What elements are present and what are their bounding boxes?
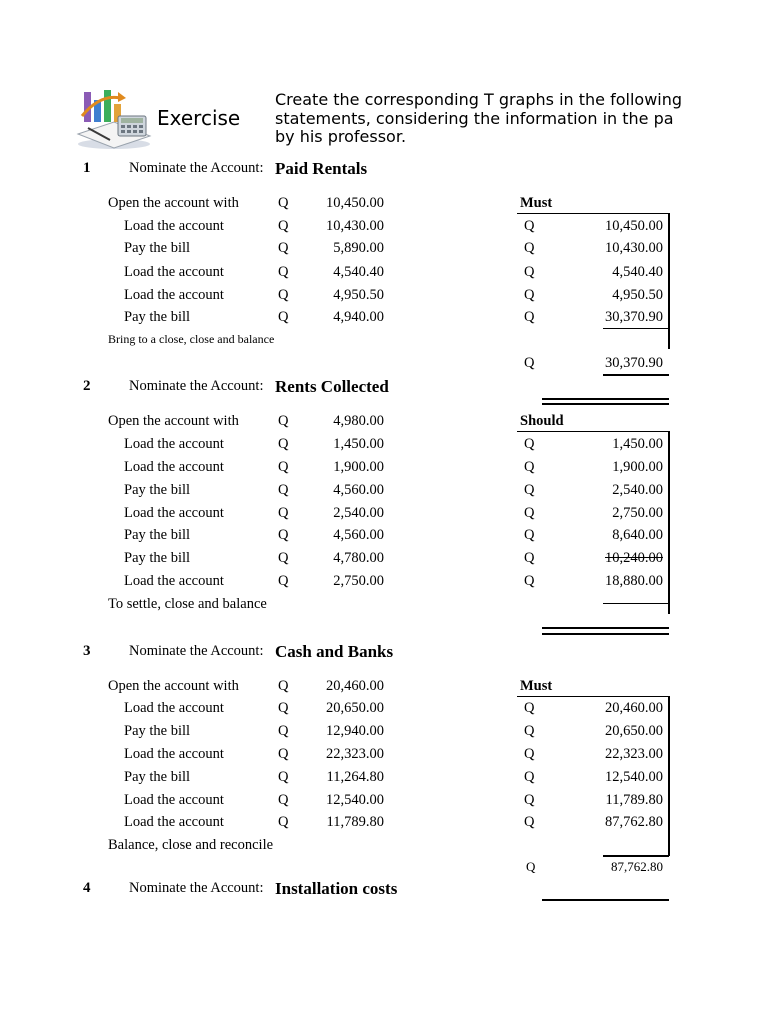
t-subtotal-line: [603, 603, 669, 604]
t-currency: Q: [524, 355, 535, 371]
t-vertical-line: [668, 431, 670, 614]
t-amount: 4,540.40: [612, 264, 663, 280]
entry-label: Load the account: [124, 436, 224, 452]
account-name: Rents Collected: [275, 377, 389, 396]
t-amount: 2,750.00: [612, 505, 663, 521]
t-amount: 22,323.00: [605, 746, 663, 762]
t-amount: 4,950.50: [612, 287, 663, 303]
t-currency: Q: [524, 723, 535, 739]
entry-label: Load the account: [124, 218, 224, 234]
currency-symbol: Q: [278, 527, 289, 543]
currency-symbol: Q: [278, 573, 289, 589]
entry-label: Pay the bill: [124, 240, 191, 256]
t-amount: 18,880.00: [605, 573, 663, 589]
entry-label: Load the account: [124, 792, 224, 808]
instructions: [275, 91, 715, 147]
exercise-icon: [74, 86, 154, 150]
entry-amount: 5,890.00: [333, 240, 384, 256]
account-name: Installation costs: [275, 879, 398, 898]
entry-amount: 4,940.00: [333, 309, 384, 325]
currency-symbol: Q: [278, 678, 289, 694]
entry-amount: 1,450.00: [333, 436, 384, 452]
t-top-line: [517, 696, 669, 697]
t-currency: Q: [524, 309, 535, 325]
entry-amount: 20,650.00: [326, 700, 384, 716]
entry-amount: 10,430.00: [326, 218, 384, 234]
instructions-line-3: by his professor.: [275, 127, 407, 146]
t-amount: 12,540.00: [605, 769, 663, 785]
section-number: 3: [83, 643, 91, 659]
account-name: Cash and Banks: [275, 642, 394, 661]
entry-amount: 4,540.40: [333, 264, 384, 280]
double-underline: [542, 627, 669, 629]
section-number: 4: [83, 880, 91, 896]
entry-amount: 11,264.80: [326, 769, 384, 785]
entry-amount: 22,323.00: [326, 746, 384, 762]
entry-label: Open the account with: [108, 413, 239, 429]
entry-label: Pay the bill: [124, 527, 191, 543]
t-total-underline: [542, 899, 669, 901]
entry-label: Load the account: [124, 459, 224, 475]
entry-amount: 2,540.00: [333, 505, 384, 521]
t-amount: 87,762.80: [605, 814, 663, 830]
entry-amount: 4,560.00: [333, 482, 384, 498]
t-subtotal-line: [603, 328, 669, 329]
entry-amount: 12,540.00: [326, 792, 384, 808]
entry-amount: 4,950.50: [333, 287, 384, 303]
t-amount: 20,460.00: [605, 700, 663, 716]
t-amount: 20,650.00: [605, 723, 663, 739]
entry-label: Load the account: [124, 700, 224, 716]
double-underline: [542, 403, 669, 405]
currency-symbol: Q: [278, 746, 289, 762]
t-subtotal-line: [603, 855, 669, 857]
entry-amount: 12,940.00: [326, 723, 384, 739]
currency-symbol: Q: [278, 195, 289, 211]
t-currency: Q: [524, 218, 535, 234]
nominate-label: Nominate the Account:: [129, 643, 264, 659]
double-underline: [542, 398, 669, 400]
currency-symbol: Q: [278, 264, 289, 280]
entry-amount: 1,900.00: [333, 459, 384, 475]
entry-label: Load the account: [124, 505, 224, 521]
currency-symbol: Q: [278, 723, 289, 739]
t-currency: Q: [524, 550, 535, 566]
nominate-label: Nominate the Account:: [129, 378, 264, 394]
t-currency: Q: [524, 482, 535, 498]
t-amount: 30,370.90: [605, 309, 663, 325]
currency-symbol: Q: [278, 309, 289, 325]
entry-label: Load the account: [124, 287, 224, 303]
currency-symbol: Q: [278, 792, 289, 808]
currency-symbol: Q: [278, 505, 289, 521]
t-heading: Must: [520, 678, 553, 694]
t-currency: Q: [524, 746, 535, 762]
entry-label: Pay the bill: [124, 723, 191, 739]
t-currency: Q: [524, 264, 535, 280]
entry-amount: 4,980.00: [333, 413, 384, 429]
t-total-amount: 87,762.80: [611, 859, 663, 874]
entry-label: Open the account with: [108, 678, 239, 694]
currency-symbol: Q: [278, 814, 289, 830]
entry-amount: 10,450.00: [326, 195, 384, 211]
entry-amount: 4,560.00: [333, 527, 384, 543]
t-top-line: [517, 431, 669, 432]
exercise-title: Exercise: [157, 106, 241, 130]
t-vertical-line: [668, 696, 670, 856]
currency-symbol: Q: [278, 218, 289, 234]
entry-amount: 11,789.80: [326, 814, 384, 830]
t-heading: Should: [520, 413, 564, 429]
t-currency: Q: [524, 814, 535, 830]
currency-symbol: Q: [278, 436, 289, 452]
t-currency: Q: [524, 792, 535, 808]
currency-symbol: Q: [278, 287, 289, 303]
currency-symbol: Q: [278, 769, 289, 785]
entry-label: Load the account: [124, 746, 224, 762]
currency-symbol: Q: [278, 550, 289, 566]
t-currency: Q: [524, 527, 535, 543]
closing-note: Balance, close and reconcile: [108, 837, 274, 853]
t-amount: 8,640.00: [612, 527, 663, 543]
entry-label: Pay the bill: [124, 769, 191, 785]
t-currency: Q: [524, 700, 535, 716]
entry-label: Open the account with: [108, 195, 239, 211]
entry-label: Pay the bill: [124, 309, 191, 325]
t-currency: Q: [524, 240, 535, 256]
currency-symbol: Q: [278, 482, 289, 498]
t-amount-struck: 10,240.00: [605, 550, 663, 566]
t-total-underline: [603, 374, 669, 376]
entry-amount: 20,460.00: [326, 678, 384, 694]
t-total-amount: 30,370.90: [605, 355, 663, 371]
entry-label: Load the account: [124, 573, 224, 589]
double-underline: [542, 633, 669, 635]
nominate-label: Nominate the Account:: [129, 160, 264, 176]
entry-label: Pay the bill: [124, 550, 191, 566]
currency-symbol: Q: [278, 459, 289, 475]
t-currency: Q: [524, 573, 535, 589]
t-currency: Q: [524, 436, 535, 452]
closing-note: Bring to a close, close and balance: [108, 332, 275, 346]
t-amount: 11,789.80: [605, 792, 663, 808]
t-currency: Q: [524, 769, 535, 785]
instructions-line-1: Create the corresponding T graphs in the following: [275, 91, 683, 109]
currency-symbol: Q: [278, 413, 289, 429]
t-currency: Q: [524, 287, 535, 303]
t-amount: 1,900.00: [612, 459, 663, 475]
instructions-line-2: statements, considering the information in the pa: [275, 108, 674, 128]
account-name: Paid Rentals: [275, 159, 368, 178]
t-top-line: [517, 213, 669, 214]
t-amount: 1,450.00: [612, 436, 663, 452]
entry-label: Load the account: [124, 814, 224, 830]
t-amount: 10,450.00: [605, 218, 663, 234]
currency-symbol: Q: [278, 240, 289, 256]
currency-symbol: Q: [278, 700, 289, 716]
t-currency: Q: [524, 505, 535, 521]
t-currency: Q: [524, 459, 535, 475]
entry-amount: 4,780.00: [333, 550, 384, 566]
closing-note: To settle, close and balance: [108, 596, 267, 612]
nominate-label: Nominate the Account:: [129, 880, 264, 896]
section-number: 2: [83, 378, 91, 394]
t-amount: 10,430.00: [605, 240, 663, 256]
entry-label: Load the account: [124, 264, 224, 280]
entry-amount: 2,750.00: [333, 573, 384, 589]
t-currency: Q: [526, 859, 536, 874]
t-amount: 2,540.00: [612, 482, 663, 498]
section-number: 1: [83, 160, 91, 176]
entry-label: Pay the bill: [124, 482, 191, 498]
t-heading: Must: [520, 195, 553, 211]
